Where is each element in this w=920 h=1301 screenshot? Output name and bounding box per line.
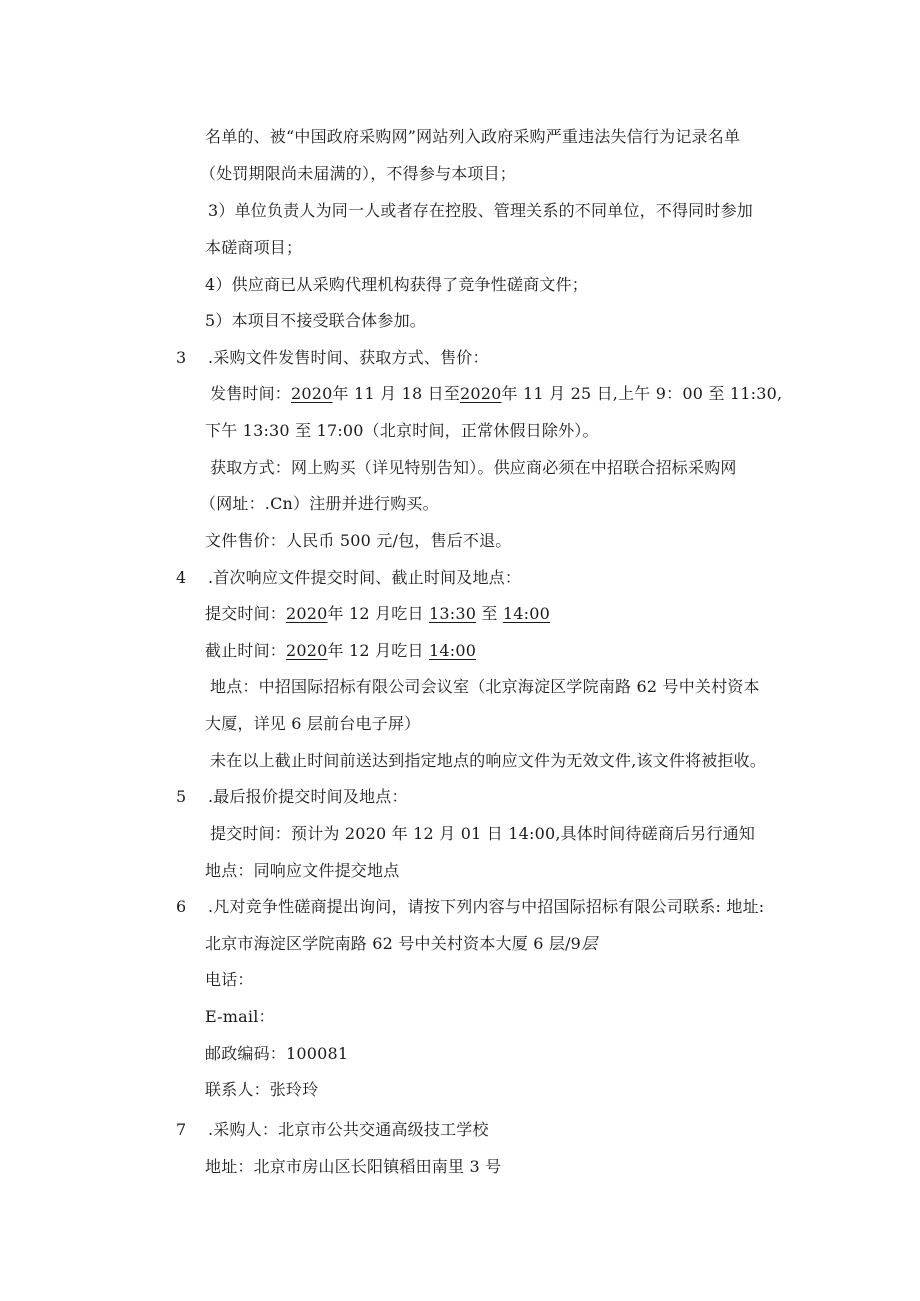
text: 年 11 月 18 日至 [332, 384, 461, 403]
deadline-line [205, 641, 476, 661]
section-4-heading [176, 568, 521, 588]
section-3-heading [176, 348, 489, 368]
text-line: 文件售价：人民币 500 元/包，售后不退。 [205, 531, 512, 550]
text-line: 本磋商项目； [205, 238, 303, 257]
underlined-time: 14:00 [428, 641, 477, 660]
text-line: 提交时间：预计为 2020 年 12 月 01 日 14:00,具体时间待磋商后另行通知 [210, 824, 756, 843]
underlined-year: 2020 [291, 384, 333, 403]
section-number: 7 [176, 1120, 187, 1139]
text-line: 4）供应商已从采购代理机构获得了竞争性磋商文件； [205, 275, 588, 294]
email-line: E-mail： [205, 1007, 275, 1026]
text: 层 [581, 934, 598, 953]
section-number: 4 [176, 568, 187, 587]
label: 提交时间： [205, 604, 287, 623]
section-title: .首次响应文件提交时间、截止时间及地点： [208, 568, 522, 587]
text-line: （网址：.Cn）注册并进行购买。 [200, 494, 439, 513]
text-line: 地点：中招国际招标有限公司会议室（北京海淀区学院南路 62 号中关村资本 [210, 677, 760, 696]
underlined-time: 13:30 [428, 604, 477, 623]
text-line: 地点：同响应文件提交地点 [205, 861, 400, 880]
underlined-year: 2020 [460, 384, 502, 403]
text: 年 12 月吃日 [327, 641, 429, 660]
text: 年 12 月 [327, 604, 392, 623]
section-title: .采购人：北京市公共交通高级技工学校 [208, 1120, 489, 1139]
address-line [205, 934, 597, 954]
section-number: 5 [176, 787, 187, 806]
phone-line: 电话： [205, 970, 254, 989]
text-line: 下午 13:30 至 17:00（北京时间，正常休假日除外）。 [205, 421, 599, 440]
text-line: 5）本项目不接受联合体参加。 [205, 311, 426, 330]
text-line: 地址：北京市房山区长阳镇稻田南里 3 号 [205, 1157, 502, 1176]
text: 北京市海淀区学院南路 62 号中关村资本大厦 6 层/9 [205, 934, 582, 953]
section-number: 3 [176, 348, 187, 367]
text: 吃日 [391, 604, 429, 623]
underlined-time: 14:00 [502, 604, 550, 623]
section-title: .凡对竞争性磋商提出询问，请按下列内容与中招国际招标有限公司联系: 地址: [208, 897, 765, 916]
text: 至 [476, 604, 503, 623]
label: 发售时间： [210, 384, 292, 403]
submission-time-line [205, 604, 550, 624]
section-6-heading [176, 897, 764, 917]
contact-line: 联系人：张玲玲 [205, 1080, 319, 1099]
sale-time-line [210, 384, 782, 404]
text-line: 3）单位负责人为同一人或者存在控股、管理关系的不同单位，不得同时参加 [208, 201, 753, 220]
text-line: 未在以上截止时间前送达到指定地点的响应文件为无效文件,该文件将被拒收。 [210, 751, 767, 770]
underlined-year: 2020 [286, 604, 328, 623]
text-line: （处罚期限尚未届满的），不得参与本项目； [200, 164, 517, 183]
underlined-year: 2020 [286, 641, 328, 660]
zip-line: 邮政编码：100081 [205, 1044, 349, 1063]
label: 截止时间： [205, 641, 287, 660]
section-number: 6 [176, 897, 187, 916]
text-line: 获取方式：网上购买（详见特别告知）。供应商必须在中招联合招标采购网 [210, 458, 737, 477]
text-line: 名单的、被“中国政府采购网”网站列入政府采购严重违法失信行为记录名单 [205, 127, 741, 146]
text-line: 大厦，详见 6 层前台电子屏） [205, 714, 421, 733]
section-5-heading [176, 787, 408, 807]
section-title: .采购文件发售时间、获取方式、售价： [208, 348, 489, 367]
section-title: .最后报价提交时间及地点： [208, 787, 408, 806]
text: 年 11 月 25 日,上午 9：00 至 11:30, [501, 384, 783, 403]
section-7-heading [176, 1120, 489, 1140]
